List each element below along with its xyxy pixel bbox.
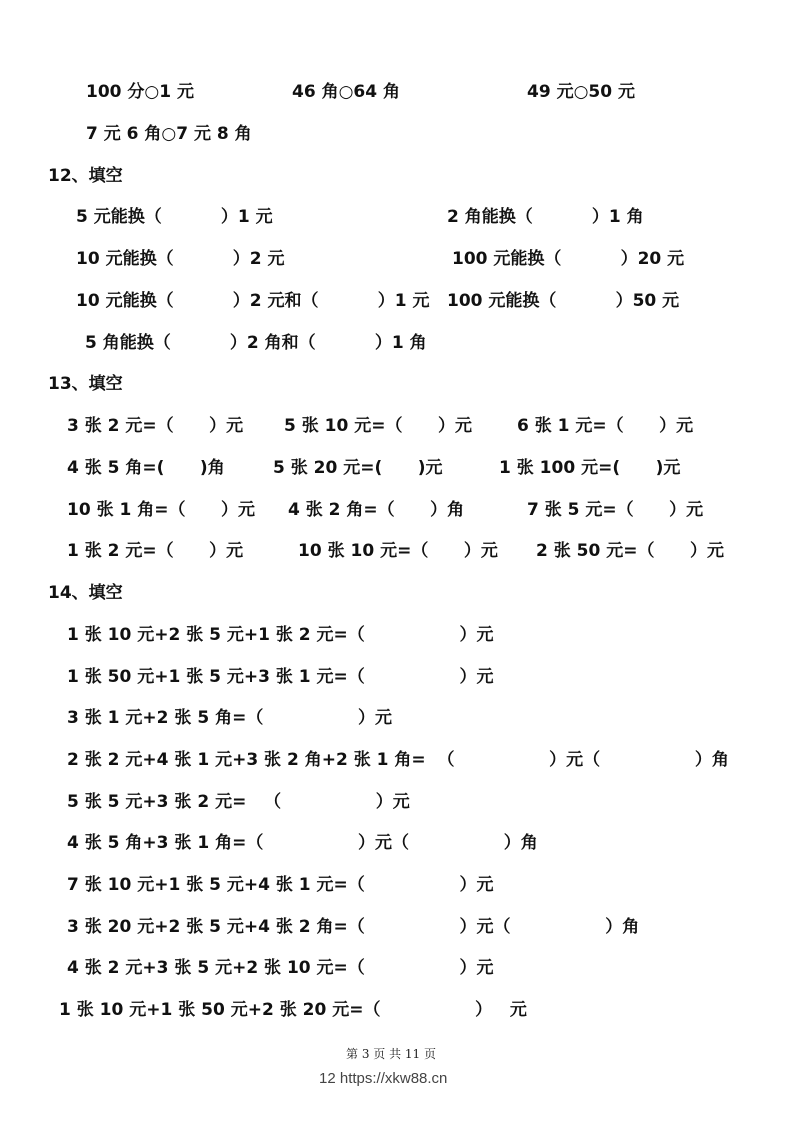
fill-item: 1 张 10 元+2 张 5 元+1 张 2 元=（ ）元 — [67, 625, 494, 645]
compare-item: 100 分○1 元 — [86, 82, 194, 102]
fill-item: 3 张 2 元=（ ）元 — [67, 416, 244, 436]
fill-item: 4 张 2 元+3 张 5 元+2 张 10 元=（ ）元 — [67, 958, 494, 978]
fill-item: 1 张 50 元+1 张 5 元+3 张 1 元=（ ）元 — [67, 667, 494, 687]
fill-item: 10 元能换（ ）2 元 — [76, 249, 285, 269]
fill-item: 100 元能换（ ）20 元 — [452, 249, 685, 269]
fill-item: 10 张 10 元=（ ）元 — [298, 541, 498, 561]
fill-item: 4 张 5 角+3 张 1 角=（ ）元（ ）角 — [67, 833, 538, 853]
page-number: 第 3 页 共 11 页 — [346, 1047, 436, 1061]
fill-item: 100 元能换（ ）50 元 — [447, 291, 680, 311]
fill-item: 10 张 1 角=（ ）元 — [67, 500, 255, 520]
compare-item: 49 元○50 元 — [527, 82, 635, 102]
fill-item: 2 角能换（ ）1 角 — [447, 207, 644, 227]
fill-item: 7 张 10 元+1 张 5 元+4 张 1 元=（ ）元 — [67, 875, 494, 895]
compare-item: 46 角○64 角 — [292, 82, 400, 102]
fill-item: 1 张 2 元=（ ）元 — [67, 541, 244, 561]
compare-item: 7 元 6 角○7 元 8 角 — [86, 124, 252, 144]
fill-item: 10 元能换（ ）2 元和（ ）1 元 — [76, 291, 430, 311]
fill-item: 1 张 100 元=( )元 — [499, 458, 681, 478]
source-url: 12 https://xkw88.cn — [319, 1070, 448, 1087]
fill-item: 7 张 5 元=（ ）元 — [527, 500, 704, 520]
section-heading: 12、填空 — [48, 166, 123, 186]
fill-item: 5 元能换（ ）1 元 — [76, 207, 273, 227]
fill-item: 3 张 20 元+2 张 5 元+4 张 2 角=（ ）元（ ）角 — [67, 917, 640, 937]
fill-item: 5 张 20 元=( )元 — [273, 458, 443, 478]
fill-item: 2 张 2 元+4 张 1 元+3 张 2 角+2 张 1 角= （ ）元（ ）角 — [67, 750, 729, 770]
fill-item: 4 张 2 角=（ ）角 — [288, 500, 465, 520]
fill-item: 3 张 1 元+2 张 5 角=（ ）元 — [67, 708, 393, 728]
fill-item: 4 张 5 角=( )角 — [67, 458, 225, 478]
fill-item: 2 张 50 元=（ ）元 — [536, 541, 724, 561]
fill-item: 5 张 10 元=（ ）元 — [284, 416, 472, 436]
fill-item: 5 张 5 元+3 张 2 元= （ ）元 — [67, 792, 410, 812]
fill-item: 1 张 10 元+1 张 50 元+2 张 20 元=（ ） 元 — [59, 1000, 527, 1020]
fill-item: 6 张 1 元=（ ）元 — [517, 416, 694, 436]
section-heading: 13、填空 — [48, 374, 123, 394]
fill-item: 5 角能换（ ）2 角和（ ）1 角 — [85, 333, 427, 353]
section-heading: 14、填空 — [48, 583, 123, 603]
